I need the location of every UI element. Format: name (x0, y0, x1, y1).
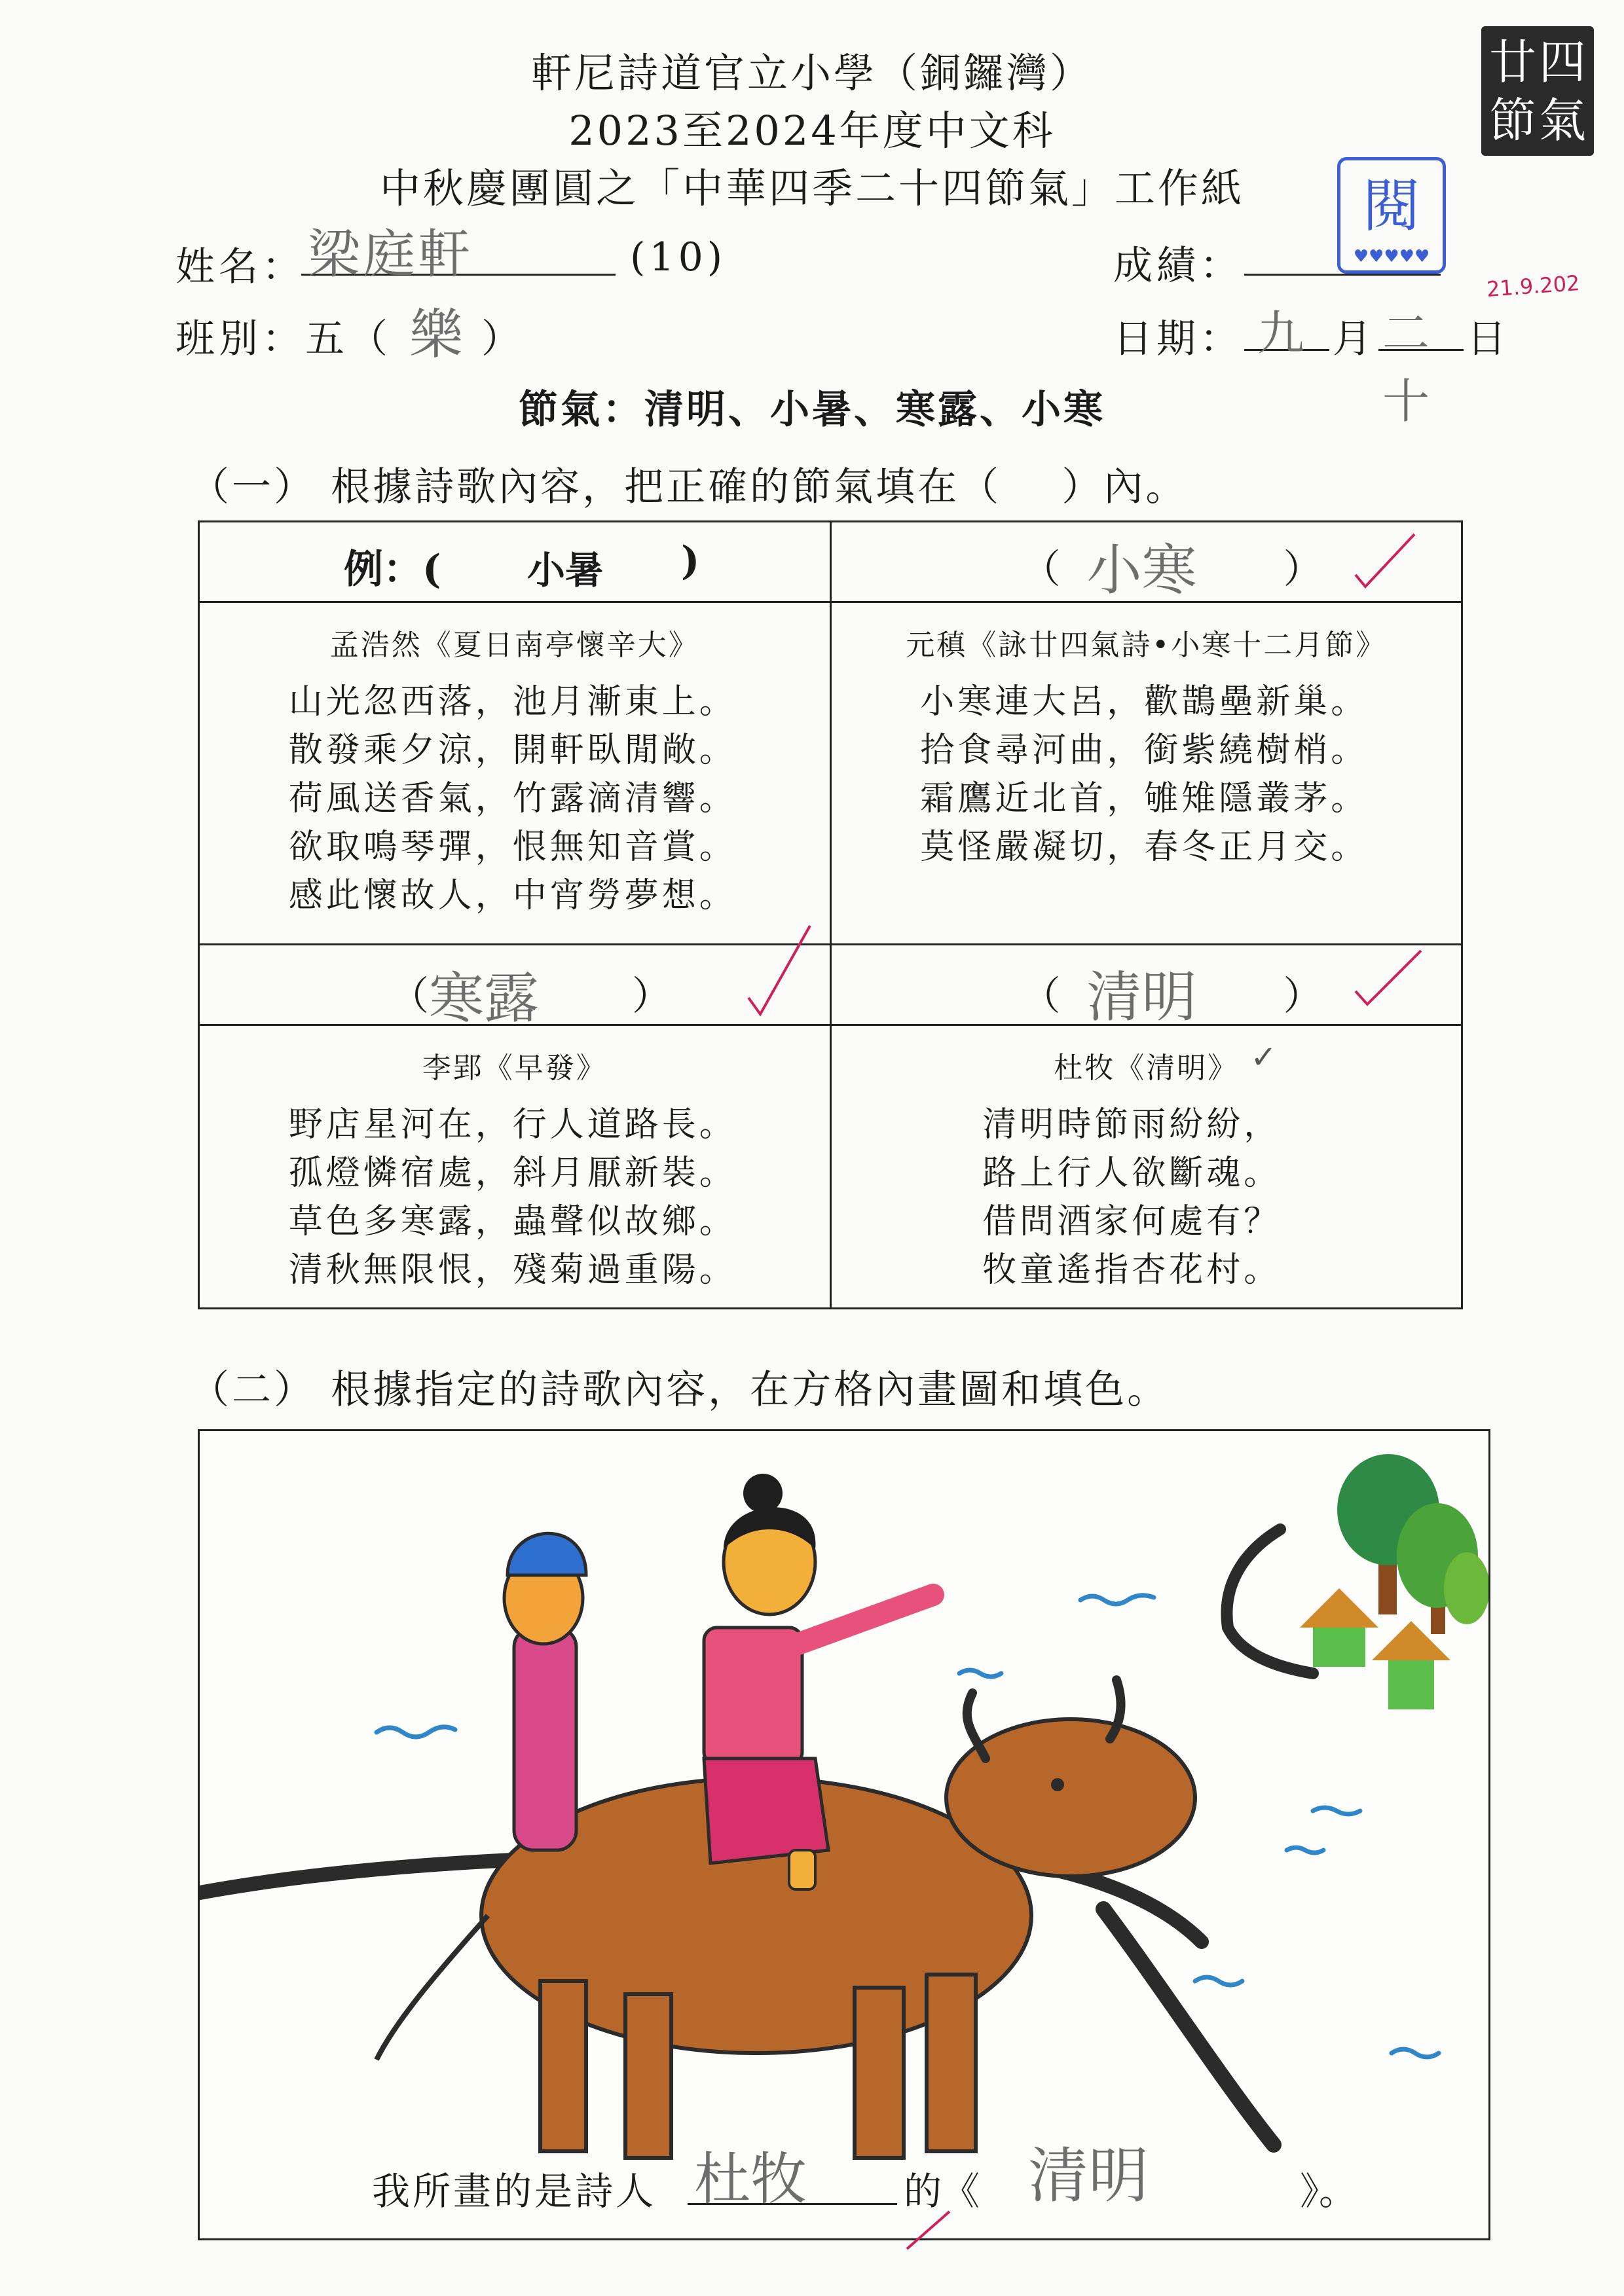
poem-cell-3 (199, 1025, 831, 1309)
drawing-box[interactable] (198, 1429, 1490, 2240)
poem-line: 草色多寒露，蟲聲似故鄉。 (288, 1202, 737, 1241)
red-tick-icon (743, 919, 815, 1017)
answer-cell-3[interactable] (830, 945, 1462, 1029)
paren-open: （ (1021, 974, 1061, 1019)
topic-title: 節氣：清明、小暑、寒露、小寒 (519, 387, 1105, 433)
seal-stamp (1481, 26, 1594, 156)
example-paren-close: ) (681, 538, 700, 584)
q2-caption-mid: 的《 (904, 2169, 980, 2214)
paren-close: ） (632, 974, 671, 1019)
grade-label: 成績： (1113, 243, 1243, 289)
poem-line: 散發乘夕涼，開軒臥閒敞。 (288, 731, 737, 770)
paren-open: （ (1021, 547, 1061, 592)
pencil-tick: ✓ (1250, 1039, 1277, 1076)
poem-cell-1 (199, 602, 831, 945)
poem-line: 野店星河在，行人道路長。 (288, 1105, 737, 1144)
poem-cell-2 (830, 602, 1462, 945)
poem-body (289, 678, 741, 920)
poem-line: 莫怪嚴凝切，春冬正月交。 (920, 828, 1369, 867)
q2-caption-prefix: 我所畫的是詩人 (372, 2169, 657, 2214)
class-number-text: (10) (630, 234, 727, 280)
seal-char: 廿 (1488, 34, 1536, 90)
example-answer: 小暑 (527, 548, 604, 592)
poem-line: 路上行人欲斷魂。 (982, 1154, 1282, 1193)
date-day: 二十 (1382, 306, 1430, 429)
class-value: 樂 (409, 304, 464, 366)
poem-line: 山光忽西落，池月漸東上。 (288, 682, 737, 721)
answer-3: 清明 (1086, 965, 1197, 1029)
poet-field[interactable] (688, 2138, 897, 2212)
q2-instruction: （二） 根據指定的詩歌內容，在方格內畫圖和填色。 (190, 1367, 1170, 1413)
date-label: 日期： (1113, 316, 1243, 362)
poem-title: 李郢《早發》 (422, 1051, 607, 1085)
poem-line: 感此懷故人，中宵勞夢想。 (288, 876, 737, 915)
walking-person (504, 1533, 586, 1850)
red-tick-icon (1349, 945, 1428, 1011)
date-month-field[interactable] (1244, 298, 1329, 361)
poem-line: 霜鷹近北首，雊雉隱叢茅。 (920, 779, 1369, 818)
name-value: 梁庭軒 (308, 224, 473, 285)
class-close: ） (481, 316, 525, 362)
name-label: 姓名： (175, 244, 305, 290)
seal-char: 四 (1538, 34, 1586, 90)
tree-canopy (1444, 1552, 1488, 1624)
paren-close: ） (1283, 547, 1323, 592)
q1-instruction: （一） 根據詩歌內容，把正確的節氣填在（ ）內。 (190, 464, 1188, 510)
grade-field[interactable] (1244, 216, 1441, 276)
worksheet-title: 中秋慶團圓之「中華四季二十四節氣」工作紙 (379, 164, 1244, 212)
answer-1: 小寒 (1086, 538, 1197, 602)
poem-body (920, 678, 1372, 871)
class-number (630, 234, 726, 280)
house-roof (1300, 1588, 1378, 1628)
hearts-icon: ♥♥♥♥♥ (1353, 247, 1430, 266)
poem-title: 杜牧《清明》 (1054, 1051, 1239, 1085)
poem-line: 荷風送香氣，竹露滴清響。 (288, 779, 737, 818)
stamp-date-note: 21.9.202 (1485, 270, 1581, 302)
road-branch (1103, 1909, 1274, 2145)
month-char: 月 (1333, 316, 1376, 362)
class-label: 班別：五（ (175, 316, 392, 362)
paren-open: （ (390, 974, 429, 1019)
school-name: 軒尼詩道官立小學（銅鑼灣） (530, 49, 1093, 97)
example-header-cell (199, 522, 831, 602)
poem-line: 借問酒家何處有？ (982, 1202, 1282, 1241)
house-wall (1313, 1628, 1365, 1667)
red-mark-icon (904, 2206, 956, 2252)
year-subject: 2023至2024年度中文科 (568, 107, 1056, 155)
poem-title: 孟浩然《夏日南亭懷辛大》 (329, 629, 699, 662)
poem-line: 清明時節雨紛紛， (982, 1105, 1282, 1144)
poem-title: 元稹《詠廿四氣詩•小寒十二月節》 (906, 629, 1387, 662)
child-drawing (200, 1431, 1488, 2238)
poem-line: 清秋無限恨，殘菊過重陽。 (288, 1250, 737, 1290)
name-field[interactable] (301, 216, 616, 285)
stamp-text: 閱 (1362, 172, 1420, 240)
poem-line: 孤燈憐宿處，斜月厭新裝。 (288, 1154, 737, 1193)
answer-2: 寒露 (429, 966, 540, 1030)
village-path (1227, 1529, 1313, 1673)
poem-table (198, 520, 1463, 1309)
poem-cell-4 (830, 1025, 1462, 1309)
date-day-field[interactable] (1378, 298, 1464, 429)
poem-line: 牧童遙指杏花村。 (982, 1250, 1282, 1290)
example-label: 例：( (344, 547, 441, 592)
q2-caption-end: 》。 (1300, 2169, 1357, 2214)
poet-value: 杜牧 (694, 2147, 807, 2212)
answer-cell-2[interactable] (199, 945, 831, 1030)
poem-line: 小寒連大呂，歡鵲壘新巢。 (920, 682, 1369, 721)
poem-body (289, 1101, 741, 1294)
seal-char: 節 (1488, 92, 1536, 148)
house-wall (1388, 1660, 1434, 1709)
answer-cell-1[interactable] (830, 522, 1462, 602)
poem-line: 欲取鳴琴彈，恨無知音賞。 (288, 828, 737, 867)
paren-close: ） (1283, 974, 1323, 1019)
poem-line: 拾食尋河曲，銜紫繞樹梢。 (920, 731, 1369, 770)
red-tick-icon (1349, 529, 1421, 594)
poem-answer: 清明 (1028, 2141, 1149, 2211)
day-char: 日 (1467, 316, 1510, 362)
date-month: 九 (1257, 306, 1305, 361)
poem-body (982, 1101, 1310, 1294)
seal-char: 氣 (1538, 92, 1586, 148)
